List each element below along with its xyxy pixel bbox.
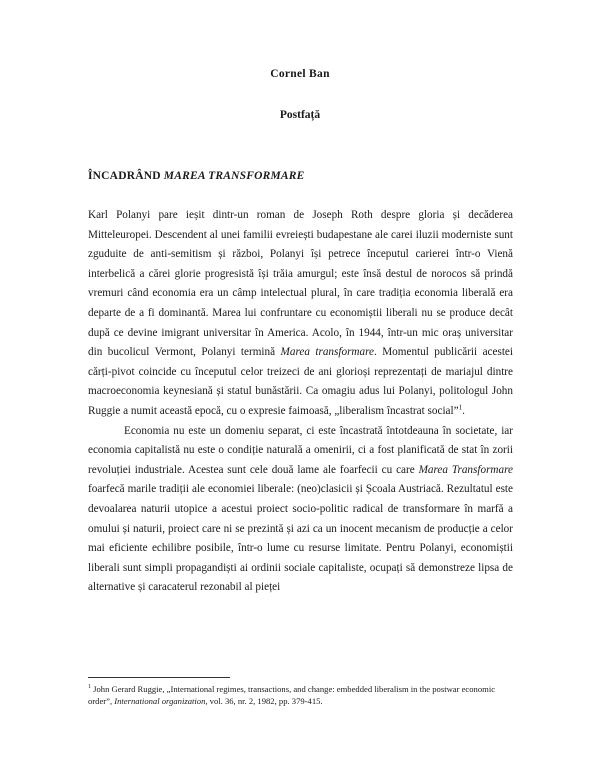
paragraph-1-text-b: . Momentul publicării acestei cărți-pivot coincide cu începutul celor treizeci de ani glorioși reprezentați de mariajul dintre macroeconomia keynesiană și statul bunăstării. Ca omagiu adus lui Polanyi, politologul John Ruggie a numit această epocă, cu o expresie faimoasă, „liberalism încastrat social” bbox=[88, 346, 514, 417]
heading-italic-title: MAREA TRANSFORMARE bbox=[163, 170, 305, 182]
body-text bbox=[88, 206, 513, 598]
chapter-heading bbox=[88, 170, 305, 182]
heading-prefix: ÎNCADRÂND bbox=[88, 170, 164, 182]
footnote-marker: 1 bbox=[88, 684, 91, 691]
paragraph-2-text-a: Economia nu este un domeniu separat, ci este încastrată întotdeauna în societate, iar economia capitalistă nu este o condiție naturală a omenirii, ci a fost planificată de stat în zorii revoluției industriale. Acestea sunt cele două lame ale foarfecii cu care bbox=[88, 424, 513, 476]
footnote-text-a: John Gerard Ruggie, „International regimes, transactions, and change: embedded liberalism in the postwar economic order”, bbox=[88, 684, 496, 706]
paragraph-2-text-b: foarfecă marile tradiții ale economiei liberale: (neo)clasicii și Școala Austriacă. Rezultatul este devoalarea naturii utopice a acestui proiect socio-politic radical de transformare în marfă a omului și naturii, proiect care ni se prezintă și azi ca un inocent mecanism de producție a celor mai eficiente echilibre posibile, într-o lume cu resurse limitate. Pentru Polanyi, economiștii liberali sunt simpli propagandiști ai ordinii sociale capitaliste, ocupați să demonstreze lipsa de alternative și caracaterul rezonabil al pieței bbox=[88, 483, 513, 594]
footnote-text-b: , vol. 36, nr. 2, 1982, pp. 379-415. bbox=[205, 696, 323, 706]
footnote-journal-title: International organization bbox=[114, 696, 206, 706]
paragraph-1 bbox=[88, 206, 513, 422]
paragraph-1-text-a: Karl Polanyi pare ieșit dintr-un roman de Joseph Roth despre gloria și decăderea Mitteleuropei. Descendent al unei familii evreiești budapestane ale carei iluzii moderniste sunt zguduite de anti-semitism și război, Polanyi își petrece începutul carierei într-o Vienă interbelică a cărei glorie progresistă își trăia amurgul; este însă destul de norocos să prindă vremuri când economia era un câmp intelectual plural, în care tradiția economia liberală era departe de a fi dominantă. Marea lui confruntare cu economiștii liberali nu se produce decât după ce devine imigrant universitar în America. Acolo, în 1944, într-un mic oraș universitar din bucolicul Vermont, Polanyi termină bbox=[88, 209, 513, 359]
section-label: Postfață bbox=[279, 109, 321, 121]
footnote-reference[interactable]: 1 bbox=[458, 403, 463, 412]
footnote bbox=[88, 683, 513, 707]
paragraph-1-text-c: . bbox=[462, 404, 465, 417]
footnote-divider bbox=[88, 677, 230, 678]
paragraph-2 bbox=[88, 422, 513, 598]
author-name: Cornel Ban bbox=[270, 68, 330, 80]
paragraph-2-book-title: Marea Transformare bbox=[418, 463, 513, 476]
paragraph-1-book-title: Marea transformare bbox=[280, 346, 375, 359]
